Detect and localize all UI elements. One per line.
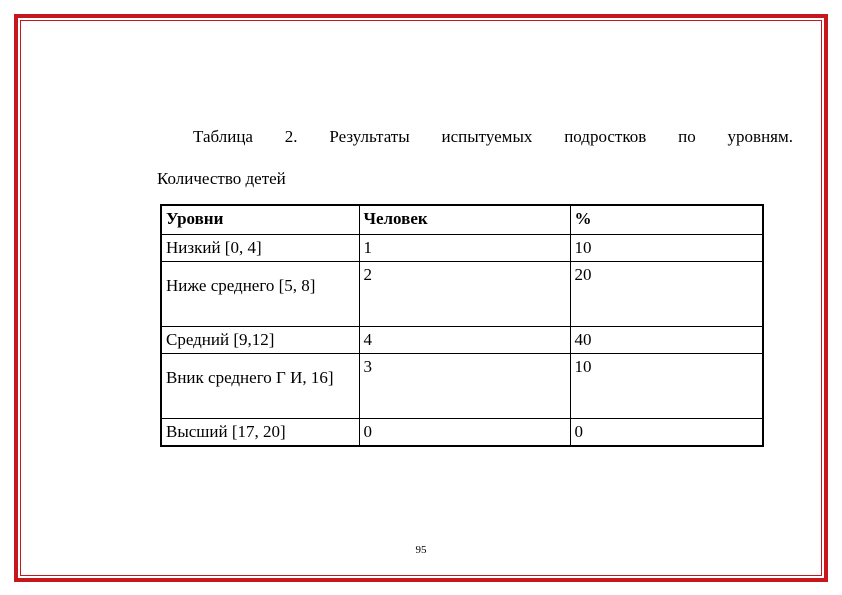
cell-level: Вник среднего Г И, 16] [161,354,359,419]
cell-percent: 20 [570,262,763,327]
cell-percent: 10 [570,354,763,419]
page-number: 95 [415,544,427,556]
table-row [161,419,763,447]
table-caption-continuation: Количество детей [157,169,286,188]
cell-level: Средний [9,12] [161,327,359,354]
cell-count: 0 [359,419,570,447]
cell-level: Ниже среднего [5, 8] [161,262,359,327]
table-caption: Таблица 2. Результаты испытуемых подростков по уровням. [193,127,793,146]
table-row [161,235,763,262]
column-header-people: Человек [359,205,570,235]
table-row [161,327,763,354]
cell-count: 1 [359,235,570,262]
cell-percent: 0 [570,419,763,447]
cell-level: Низкий [0, 4] [161,235,359,262]
cell-level: Высший [17, 20] [161,419,359,447]
column-header-percent: % [570,205,763,235]
results-table [160,204,764,447]
column-header-levels: Уровни [161,205,359,235]
cell-percent: 10 [570,235,763,262]
cell-count: 2 [359,262,570,327]
cell-percent: 40 [570,327,763,354]
table-row [161,354,763,419]
cell-count: 4 [359,327,570,354]
table-header-row [161,205,763,235]
table-row [161,262,763,327]
cell-count: 3 [359,354,570,419]
